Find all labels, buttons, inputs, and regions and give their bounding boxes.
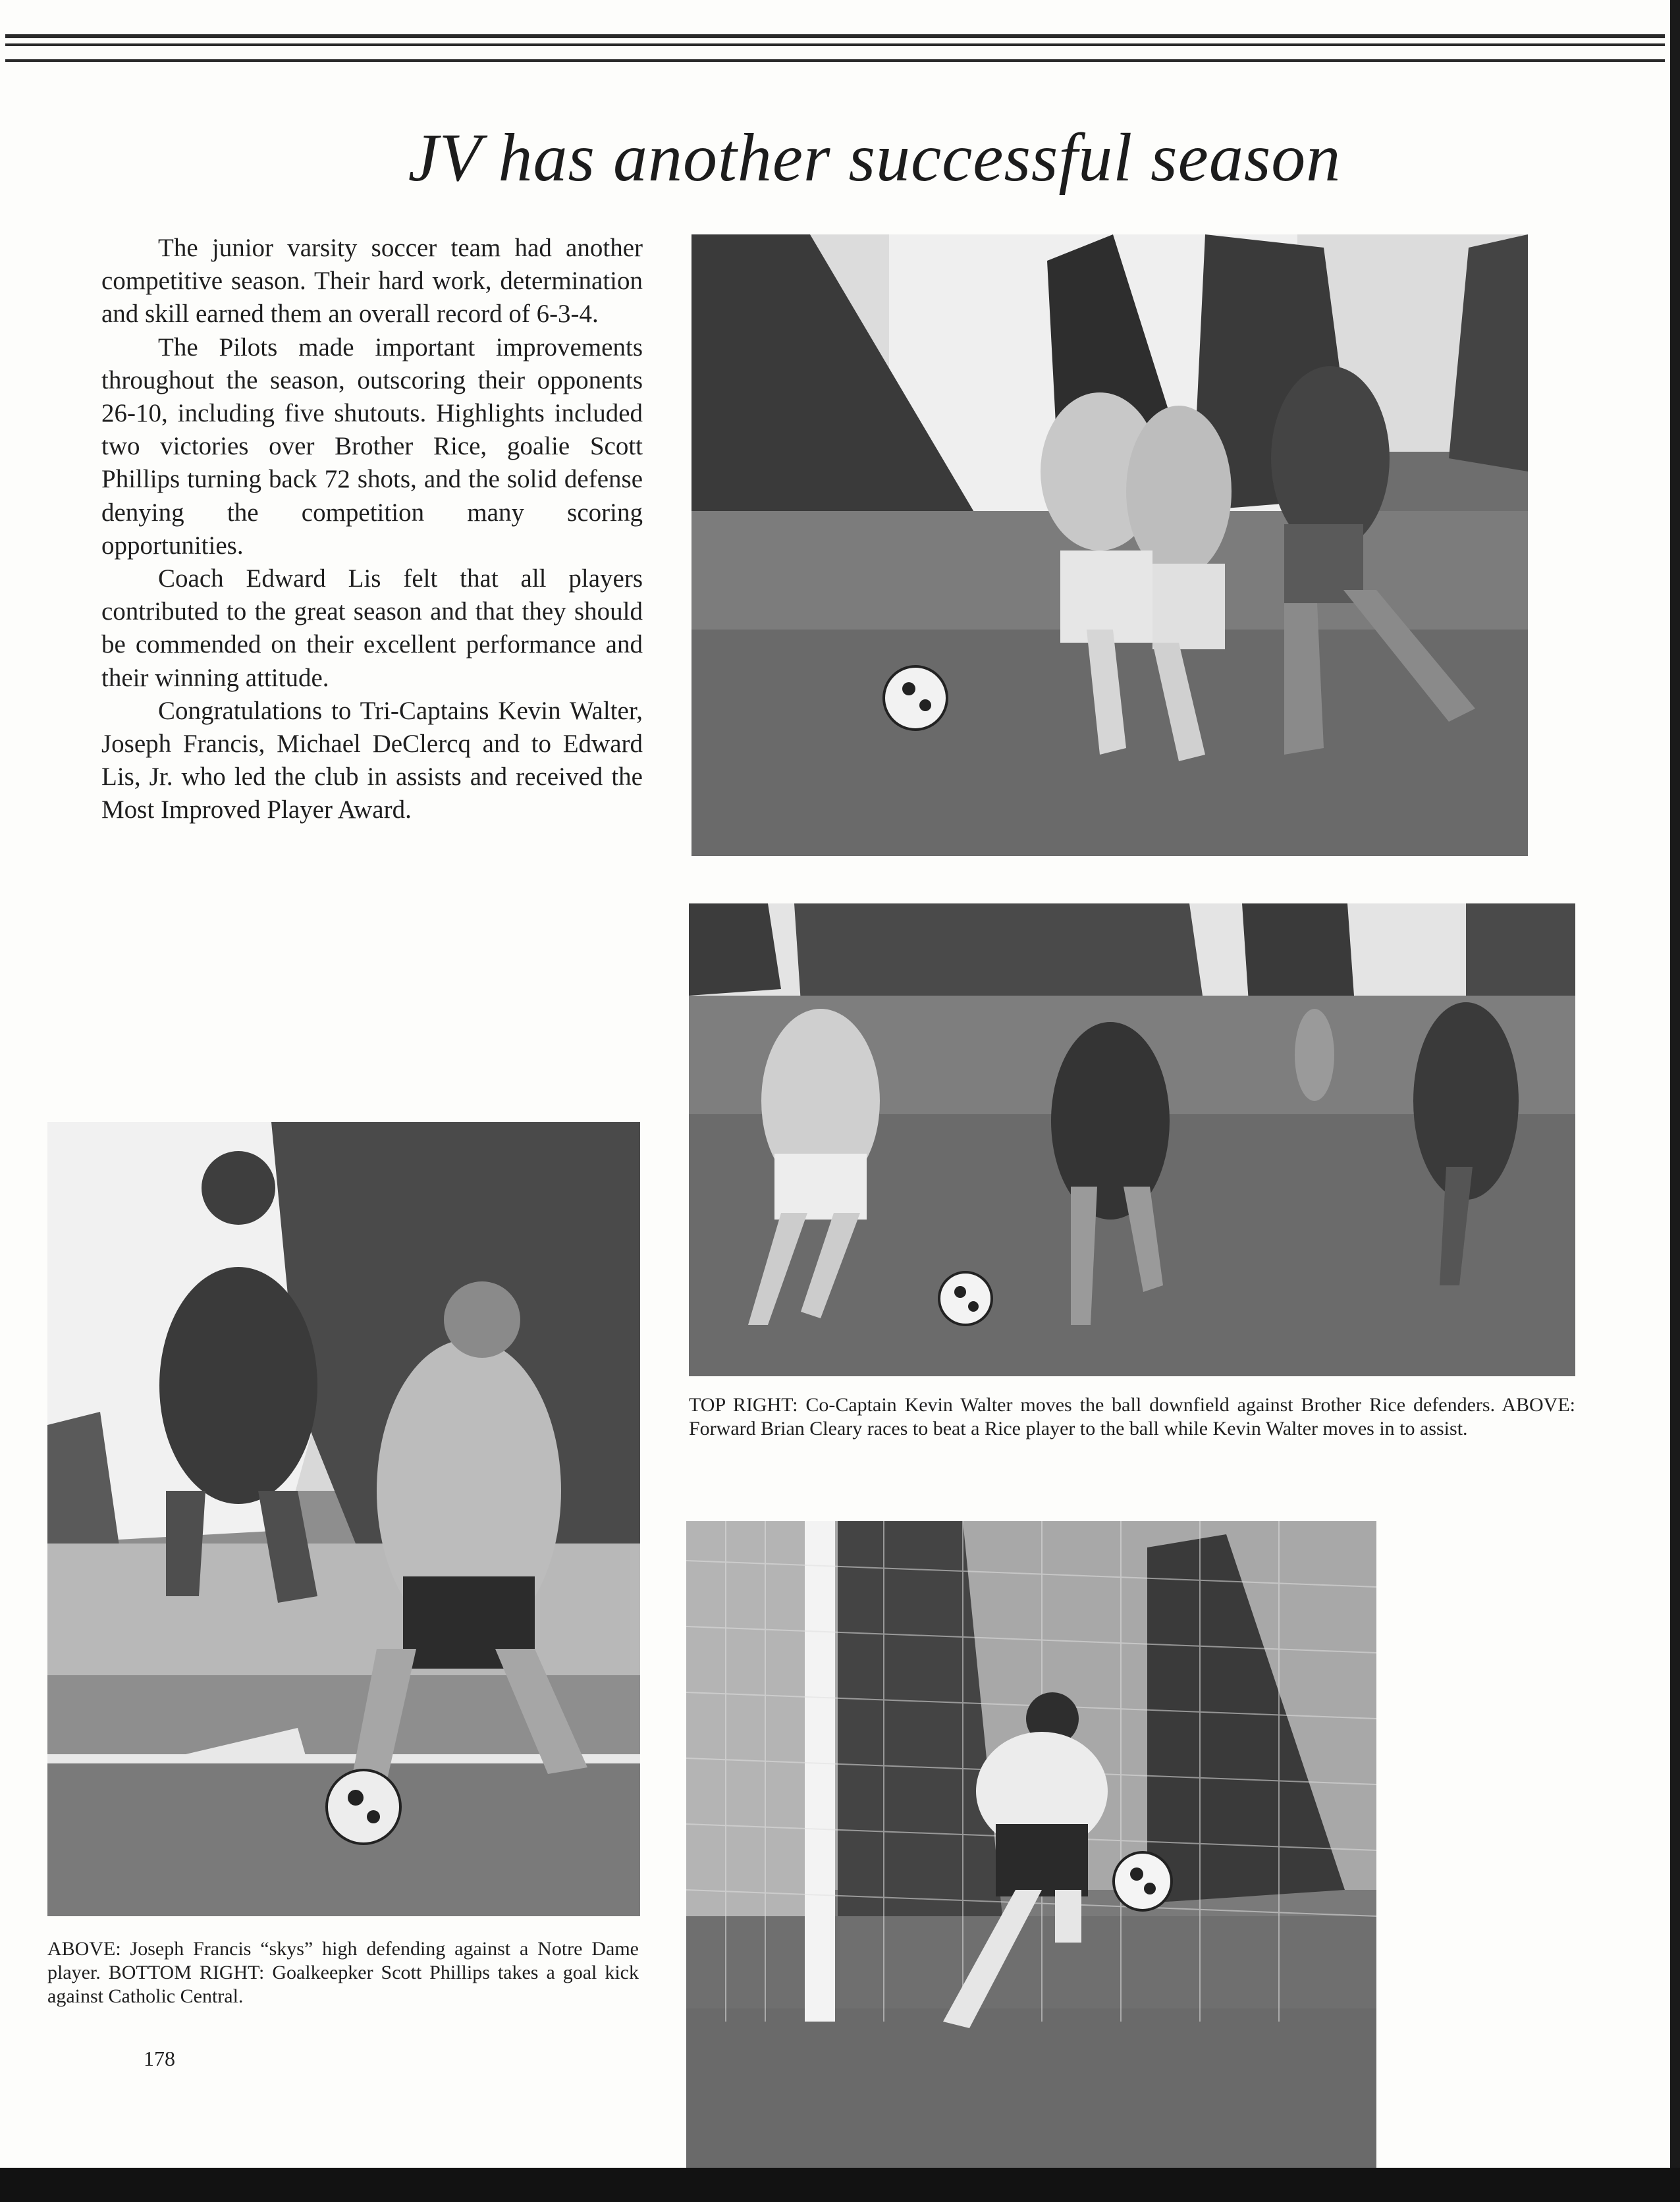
photo-top-right-image <box>691 234 1528 856</box>
caption-left: ABOVE: Joseph Francis “skys” high defending against a Notre Dame player. BOTTOM RIGHT: Goalkeepker Scott Phillips takes a goal kick against Catholic Central. <box>47 1938 639 2007</box>
photo-left <box>47 1122 640 1916</box>
scan-edge-right <box>1670 0 1680 2202</box>
article-paragraph: The junior varsity soccer team had another competitive season. Their hard work, determination and skill earned them an overall record of 6-3-4. <box>101 234 643 329</box>
article-paragraph: Coach Edward Lis felt that all players contributed to the great season and that they should be commended on their excellent performance and their winning attitude. <box>101 564 643 692</box>
top-rule-thick <box>5 34 1665 38</box>
top-rule-thin <box>5 59 1665 62</box>
photo-bottom-right <box>686 1521 1376 2168</box>
article-body <box>101 232 643 827</box>
page-title: JV has another successful season <box>408 120 1341 196</box>
article-paragraph: The Pilots made important improvements throughout the season, outscoring their opponents 26-10, including five shutouts. Highlights included two victories over Brother Rice, goalie Scott Phillips turning back 72 shots, and the solid defense denying the competition many scoring opportunities. <box>101 333 643 560</box>
photo-left-image <box>47 1122 640 1916</box>
photo-middle-right-image <box>689 903 1575 1376</box>
photo-bottom-right-image <box>686 1521 1376 2168</box>
page-number: 178 <box>144 2047 175 2070</box>
photo-top-right <box>691 234 1528 856</box>
caption-right: TOP RIGHT: Co-Captain Kevin Walter moves the ball downfield against Brother Rice defenders. ABOVE: Forward Brian Cleary races to beat a Rice player to the ball while Kevin Walter moves in to assist. <box>689 1394 1575 1439</box>
article-paragraph: Congratulations to Tri-Captains Kevin Walter, Joseph Francis, Michael DeClercq and to Edward Lis, Jr. who led the club in assists and received the Most Improved Player Award. <box>101 696 643 824</box>
top-rule-middle <box>5 43 1665 46</box>
scan-edge-bottom <box>0 2168 1680 2202</box>
photo-middle-right <box>689 903 1575 1376</box>
